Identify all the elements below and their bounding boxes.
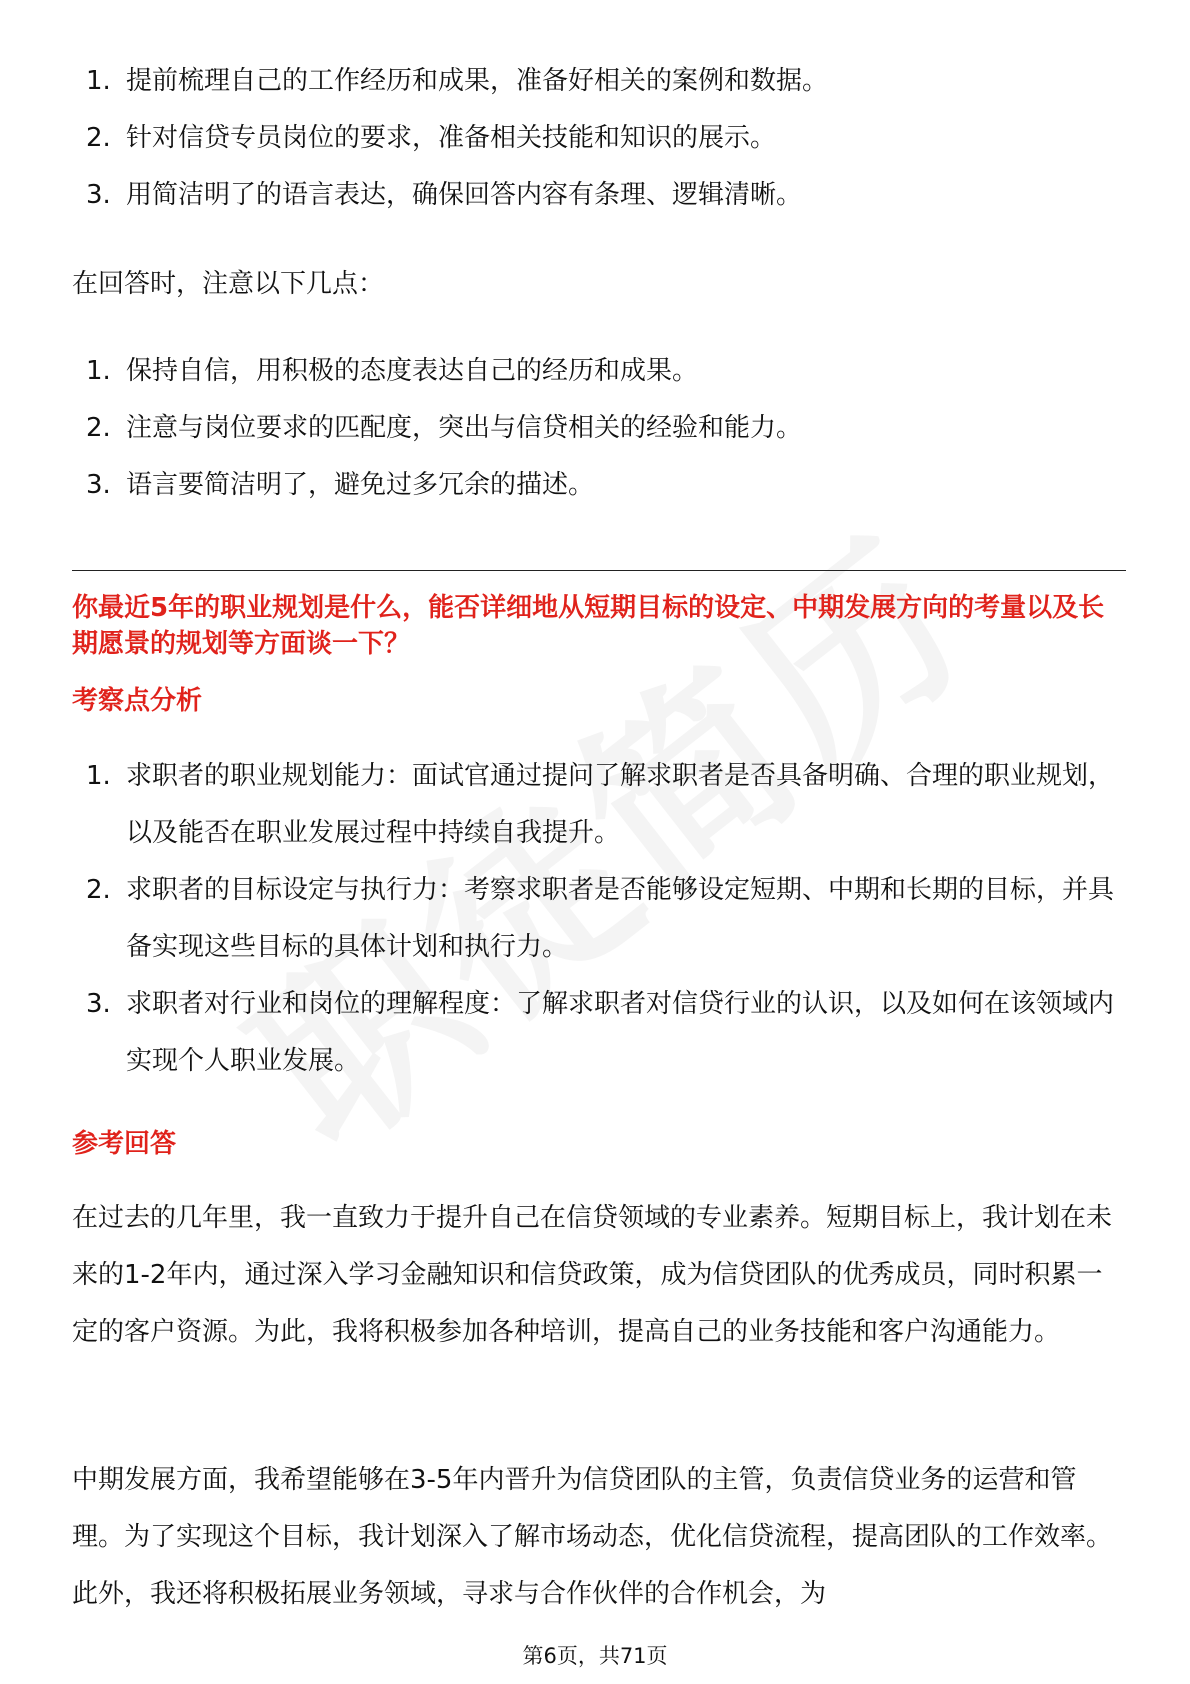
- section-divider: [72, 570, 1126, 571]
- list-item: [72, 457, 802, 514]
- list-item: [72, 400, 802, 457]
- list-item: [72, 110, 828, 167]
- list-item-text: 用简洁明了的语言表达，确保回答内容有条理、逻辑清晰。: [126, 180, 803, 210]
- list-number: 3.: [86, 180, 111, 210]
- note-intro: 在回答时，注意以下几点：: [72, 269, 385, 299]
- answer-heading: 参考回答: [72, 1129, 177, 1159]
- list-number: 3.: [86, 989, 111, 1019]
- list-number: 3.: [86, 470, 111, 500]
- answer-notes-list: [72, 343, 802, 514]
- list-item-text: 语言要简洁明了，避免过多冗余的描述。: [126, 470, 595, 500]
- list-item: [72, 976, 1126, 1090]
- list-item: [72, 748, 1126, 862]
- answer-paragraph: 中期发展方面，我希望能够在3-5年内晋升为信贷团队的主管，负责信贷业务的运营和管理。为了实现这个目标，我计划深入了解市场动态，优化信贷流程，提高团队的工作效率。此外，我还将积极拓展业务领域，寻求与合作伙伴的合作机会，为: [72, 1465, 1113, 1609]
- list-item: [72, 343, 802, 400]
- analysis-list: [72, 748, 1126, 1090]
- list-number: 2.: [86, 123, 111, 153]
- list-item-text: 提前梳理自己的工作经历和成果，准备好相关的案例和数据。: [126, 66, 829, 96]
- list-item: [72, 167, 828, 224]
- prep-tips-list: [72, 53, 828, 224]
- list-number: 1.: [86, 66, 111, 96]
- list-item: [72, 53, 828, 110]
- list-item-text: 针对信贷专员岗位的要求，准备相关技能和知识的展示。: [126, 123, 777, 153]
- list-item-text: 求职者的职业规划能力：面试官通过提问了解求职者是否具备明确、合理的职业规划，以及能否在职业发展过程中持续自我提升。: [126, 761, 1115, 848]
- question-title: 你最近5年的职业规划是什么，能否详细地从短期目标的设定、中期发展方向的考量以及长期愿景的规划等方面谈一下？: [72, 593, 1105, 659]
- list-item-text: 求职者的目标设定与执行力：考察求职者是否能够设定短期、中期和长期的目标，并具备实现这些目标的具体计划和执行力。: [126, 875, 1115, 962]
- list-item-text: 保持自信，用积极的态度表达自己的经历和成果。: [126, 356, 699, 386]
- page-footer: 第6页，共71页: [522, 1644, 668, 1668]
- list-number: 2.: [86, 875, 111, 905]
- list-number: 1.: [86, 356, 111, 386]
- list-item-text: 注意与岗位要求的匹配度，突出与信贷相关的经验和能力。: [126, 413, 803, 443]
- answer-paragraph: 在过去的几年里，我一直致力于提升自己在信贷领域的专业素养。短期目标上，我计划在未来的1-2年内，通过深入学习金融知识和信贷政策，成为信贷团队的优秀成员，同时积累一定的客户资源。为此，我将积极参加各种培训，提高自己的业务技能和客户沟通能力。: [72, 1203, 1113, 1347]
- list-item-text: 求职者对行业和岗位的理解程度：了解求职者对信贷行业的认识，以及如何在该领域内实现个人职业发展。: [126, 989, 1115, 1076]
- list-item: [72, 862, 1126, 976]
- analysis-heading: 考察点分析: [72, 686, 203, 716]
- list-number: 2.: [86, 413, 111, 443]
- list-number: 1.: [86, 761, 111, 791]
